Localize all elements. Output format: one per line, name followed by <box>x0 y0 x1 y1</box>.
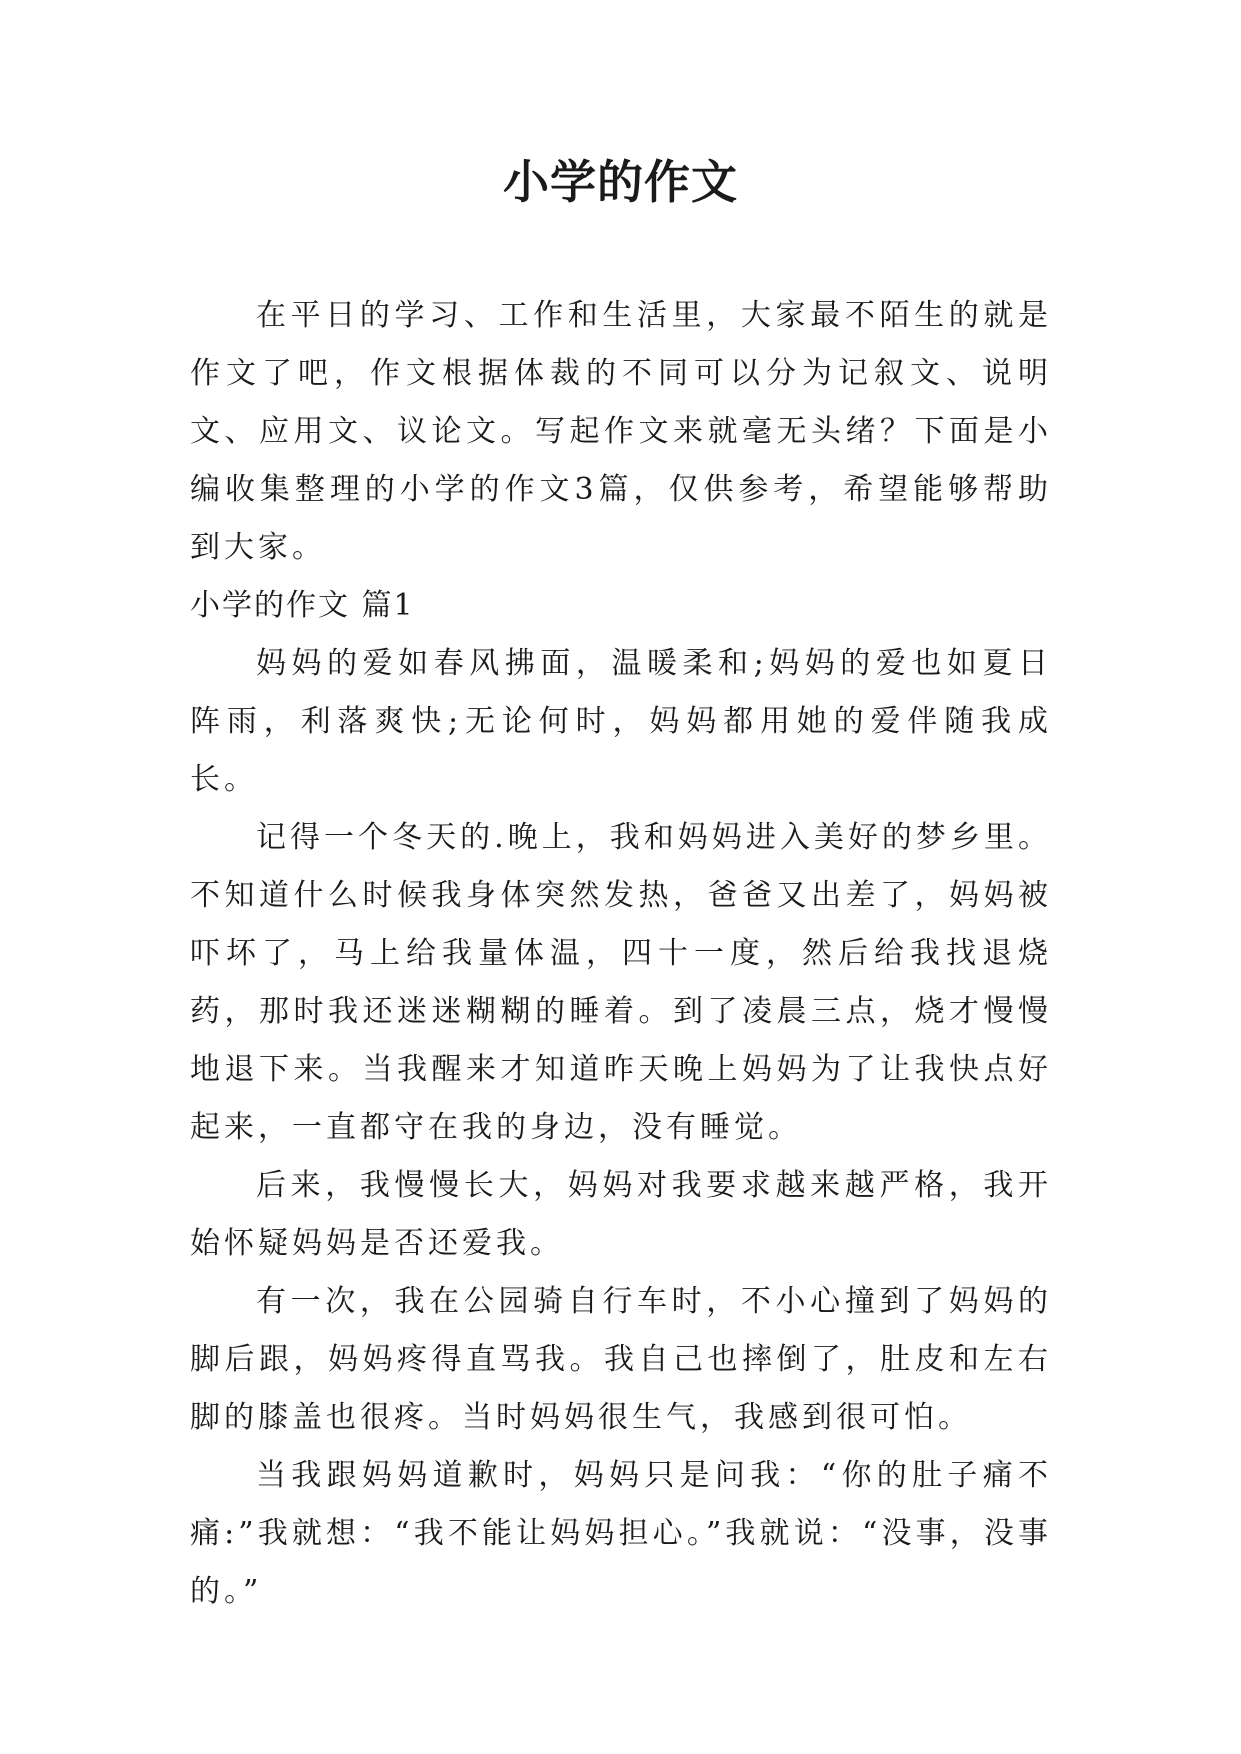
intro-paragraph: 在平日的学习、工作和生活里，大家最不陌生的就是作文了吧，作文根据体裁的不同可以分为记叙文、说明文、应用文、议论文。写起作文来就毫无头绪？下面是小编收集整理的小学的作文3篇，仅供参考，希望能够帮助到大家。 <box>190 298 1052 565</box>
body-paragraph: 记得一个冬天的.晚上，我和妈妈进入美好的梦乡里。不知道什么时候我身体突然发热，爸爸又出差了，妈妈被吓坏了，马上给我量体温，四十一度，然后给我找退烧药，那时我还迷迷糊糊的睡着。到了凌晨三点，烧才慢慢地退下来。当我醒来才知道昨天晚上妈妈为了让我快点好起来，一直都守在我的身边，没有睡觉。 <box>190 820 1052 1145</box>
body-paragraph: 有一次，我在公园骑自行车时，不小心撞到了妈妈的脚后跟，妈妈疼得直骂我。我自己也摔倒了，肚皮和左右脚的膝盖也很疼。当时妈妈很生气，我感到很可怕。 <box>190 1284 1052 1435</box>
body-paragraph: 后来，我慢慢长大，妈妈对我要求越来越严格，我开始怀疑妈妈是否还爱我。 <box>190 1168 1052 1261</box>
body-paragraph: 妈妈的爱如春风拂面，温暖柔和;妈妈的爱也如夏日阵雨，利落爽快;无论何时，妈妈都用她的爱伴随我成长。 <box>190 646 1052 797</box>
section-heading: 小学的作文 篇1 <box>190 588 415 623</box>
document-title: 小学的作文 <box>503 155 738 209</box>
body-paragraph: 当我跟妈妈道歉时，妈妈只是问我：“你的肚子痛不痛:”我就想：“我不能让妈妈担心。”我就说：“没事，没事的。” <box>190 1458 1052 1609</box>
essay-section <box>190 577 1052 1621</box>
